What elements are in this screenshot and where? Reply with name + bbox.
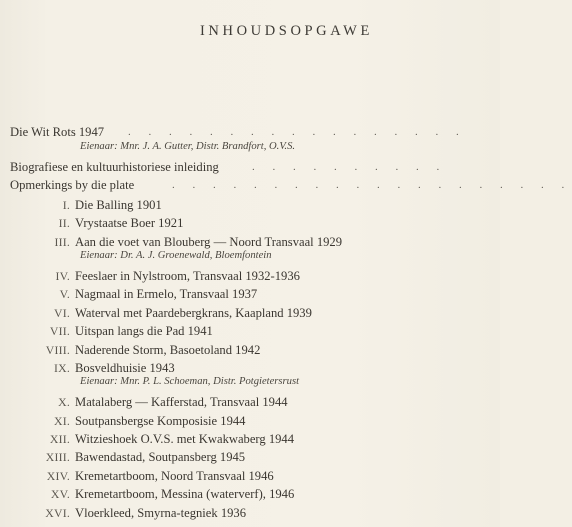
plate-title: Kremetartboom, Noord Transvaal 1946: [75, 468, 274, 483]
plate-title: Matalaberg — Kafferstad, Transvaal 1944: [75, 395, 288, 410]
leader-dots: . . . . . . . . . . . . . . . . . . . .: [172, 179, 572, 192]
leader-dots: . . . . . . . . . .: [252, 161, 447, 173]
plate-title: Witzieshoek O.V.S. met Kwakwaberg 1944: [75, 432, 295, 447]
plate-title: Vloerkleed, Smyrna-tegniek 1936: [75, 505, 247, 520]
plate-numeral: VIII.: [45, 342, 70, 357]
plate-title: Aan die voet van Blouberg — Noord Transvaal 1929: [75, 234, 343, 249]
plate-entry: [0, 467, 500, 485]
toc-entry-opmerkings: [0, 176, 572, 194]
plate-numeral: XIV.: [46, 468, 70, 483]
plate-entry: [0, 485, 500, 503]
plate-title: Bosveldhuisie 1943: [75, 360, 175, 375]
plate-numeral: XI.: [54, 413, 70, 428]
owner-text: Eienaar: Dr. A. J. Groenewald, Bloemfontein: [80, 249, 272, 261]
plate-title: Waterval met Paardebergkrans, Kaapland 1939: [75, 305, 312, 320]
plate-title: Uitspan langs die Pad 1941: [75, 324, 213, 339]
plate-numeral: VII.: [49, 324, 70, 339]
plate-title: Vrystaatse Boer 1921: [75, 216, 184, 231]
plate-title: Die Balling 1901: [75, 197, 162, 212]
toc-entry-text: Opmerkings by die plate: [10, 178, 135, 193]
plate-owner: [0, 375, 500, 389]
plate-title: Naderende Storm, Basoetoland 1942: [75, 342, 261, 357]
plate-list: [0, 196, 500, 522]
plate-numeral: XV.: [50, 487, 70, 502]
plate-numeral: V.: [59, 287, 70, 302]
plate-entry: [0, 322, 500, 340]
toc-entry-inleiding: [0, 158, 500, 176]
plate-entry: [0, 285, 500, 303]
plate-numeral: IV.: [55, 268, 70, 283]
toc-entry-text: Biografiese en kultuurhistoriese inleiding: [10, 160, 219, 174]
plate-title: Kremetartboom, Messina (waterverf), 1946: [75, 487, 295, 502]
plate-numeral: III.: [54, 234, 70, 249]
plate-entry: [0, 267, 500, 285]
plate-numeral: VI.: [54, 305, 70, 320]
plate-entry: [0, 341, 500, 359]
plate-numeral: I.: [62, 197, 70, 212]
plate-title: Soutpansbergse Komposisie 1944: [75, 413, 246, 428]
page-title: INHOUDSOPGAWE: [200, 23, 373, 39]
plate-entry: [0, 214, 500, 232]
owner-text: Eienaar: Mnr. J. A. Gutter, Distr. Brandfort, O.V.S.: [80, 141, 296, 152]
toc-entry-text: Die Wit Rots 1947: [10, 125, 105, 139]
plate-numeral: II.: [58, 216, 70, 231]
plate-entry: [0, 304, 500, 322]
plate-entry: [0, 430, 500, 448]
plate-numeral: IX.: [54, 360, 70, 375]
plate-entry: [0, 393, 500, 411]
plate-numeral: XII.: [49, 432, 70, 447]
plate-title: Bawendastad, Soutpansberg 1945: [75, 450, 246, 465]
toc-entry-wit-rots: [0, 124, 500, 141]
plate-entry: [0, 504, 500, 522]
plate-entry: [0, 412, 500, 430]
plate-owner: [0, 249, 500, 263]
leader-dots: . . . . . . . . . . . . . . . . .: [128, 126, 467, 138]
plate-numeral: X.: [58, 395, 70, 410]
toc-entry-owner: [0, 140, 500, 154]
plate-entry: [0, 448, 500, 466]
plate-entry: [0, 196, 500, 214]
plate-title: Feeslaer in Nylstroom, Transvaal 1932-1936: [75, 268, 300, 283]
plate-numeral: XIII.: [45, 450, 70, 465]
owner-text: Eienaar: Mnr. P. L. Schoeman, Distr. Potgietersrust: [80, 376, 300, 388]
table-of-contents: [0, 124, 572, 522]
plate-title: Nagmaal in Ermelo, Transvaal 1937: [75, 287, 258, 302]
plate-numeral: XVI.: [45, 505, 70, 520]
